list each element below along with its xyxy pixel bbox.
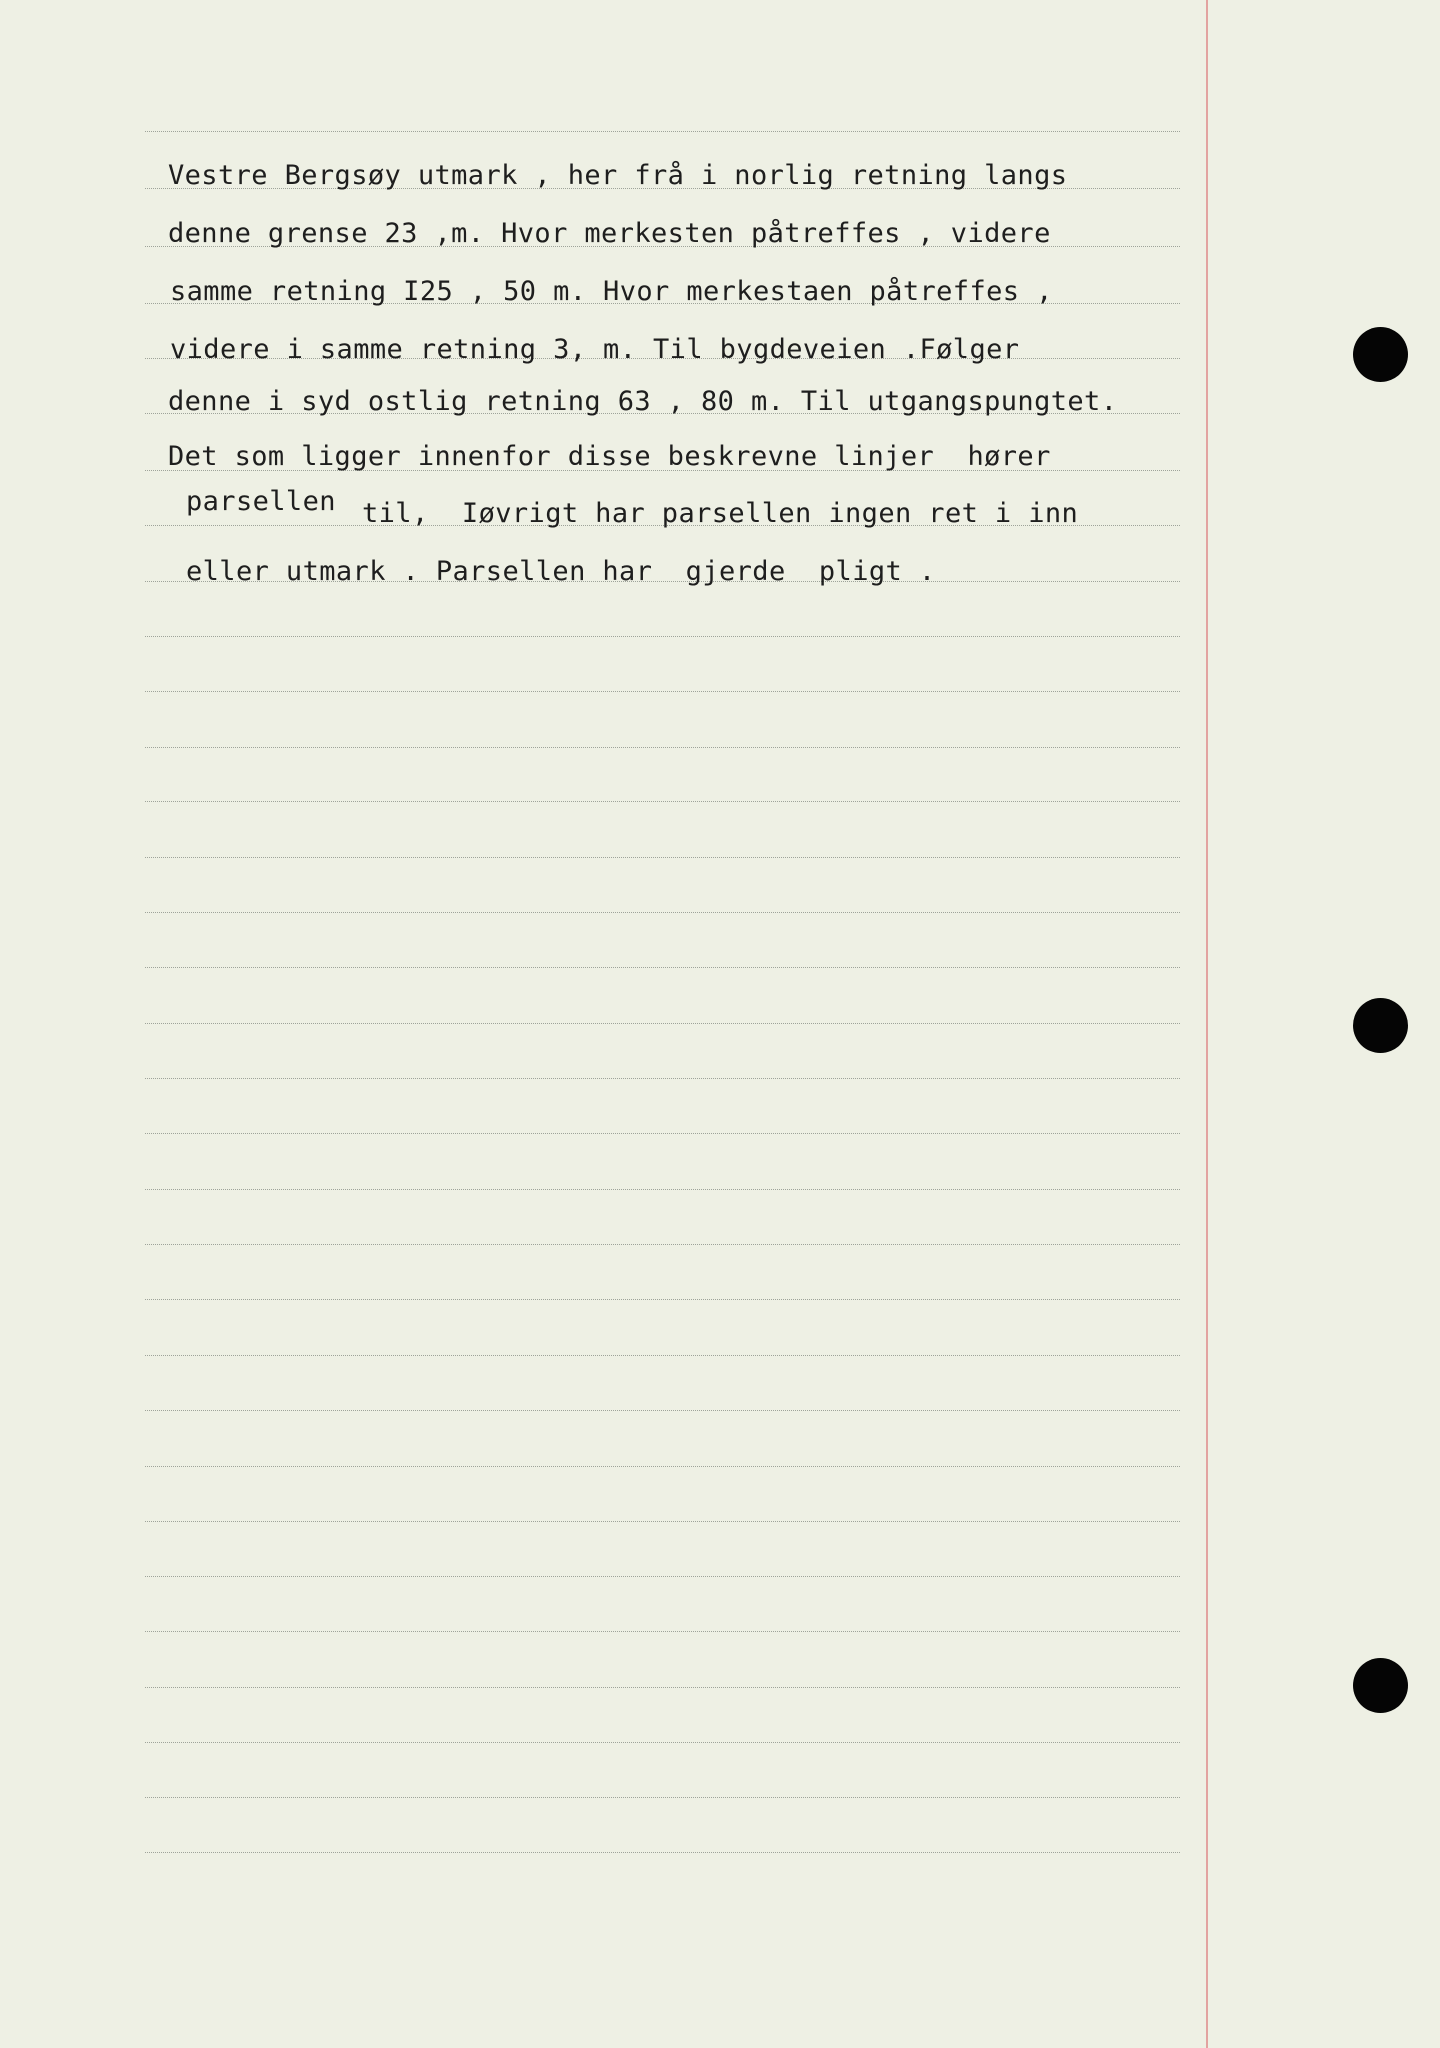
margin-line [1206, 0, 1208, 2048]
ruled-line [145, 1631, 1180, 1632]
punch-hole [1353, 1658, 1408, 1713]
ruled-line [145, 1797, 1180, 1798]
text-line: Vestre Bergsøy utmark , her frå i norlig retning langs [168, 160, 1068, 191]
text-line: Det som ligger innenfor disse beskrevne linjer hører [168, 441, 1051, 472]
text-line: parsellen [186, 486, 336, 517]
ruled-line [145, 1521, 1180, 1522]
text-line: denne i syd ostlig retning 63 , 80 m. Til utgangspungtet. [168, 386, 1118, 417]
punch-hole [1353, 327, 1408, 382]
ruled-line [145, 131, 1180, 132]
text-line: denne grense 23 ,m. Hvor merkesten påtreffes , videre [168, 218, 1051, 249]
ruled-line [145, 691, 1180, 692]
ruled-line [145, 912, 1180, 913]
ruled-line [145, 967, 1180, 968]
ruled-line [145, 747, 1180, 748]
ruled-line [145, 1023, 1180, 1024]
ruled-line [145, 1078, 1180, 1079]
ruled-line [145, 1466, 1180, 1467]
ruled-line [145, 1355, 1180, 1356]
punch-hole [1353, 998, 1408, 1053]
ruled-line [145, 636, 1180, 637]
ruled-line [145, 1133, 1180, 1134]
ruled-line [145, 1189, 1180, 1190]
ruled-line [145, 1852, 1180, 1853]
text-line: samme retning I25 , 50 m. Hvor merkestaen påtreffes , [170, 276, 1053, 307]
ruled-line [145, 1742, 1180, 1743]
text-line: videre i samme retning 3, m. Til bygdeveien .Følger [170, 334, 1020, 365]
ruled-line [145, 1299, 1180, 1300]
text-line: til, Iøvrigt har parsellen ingen ret i inn [362, 498, 1079, 529]
ruled-line [145, 857, 1180, 858]
ruled-line [145, 1576, 1180, 1577]
ruled-line [145, 1410, 1180, 1411]
text-line: eller utmark . Parsellen har gjerde pligt . [186, 556, 936, 587]
ruled-line [145, 1687, 1180, 1688]
ruled-line [145, 1244, 1180, 1245]
ruled-line [145, 801, 1180, 802]
